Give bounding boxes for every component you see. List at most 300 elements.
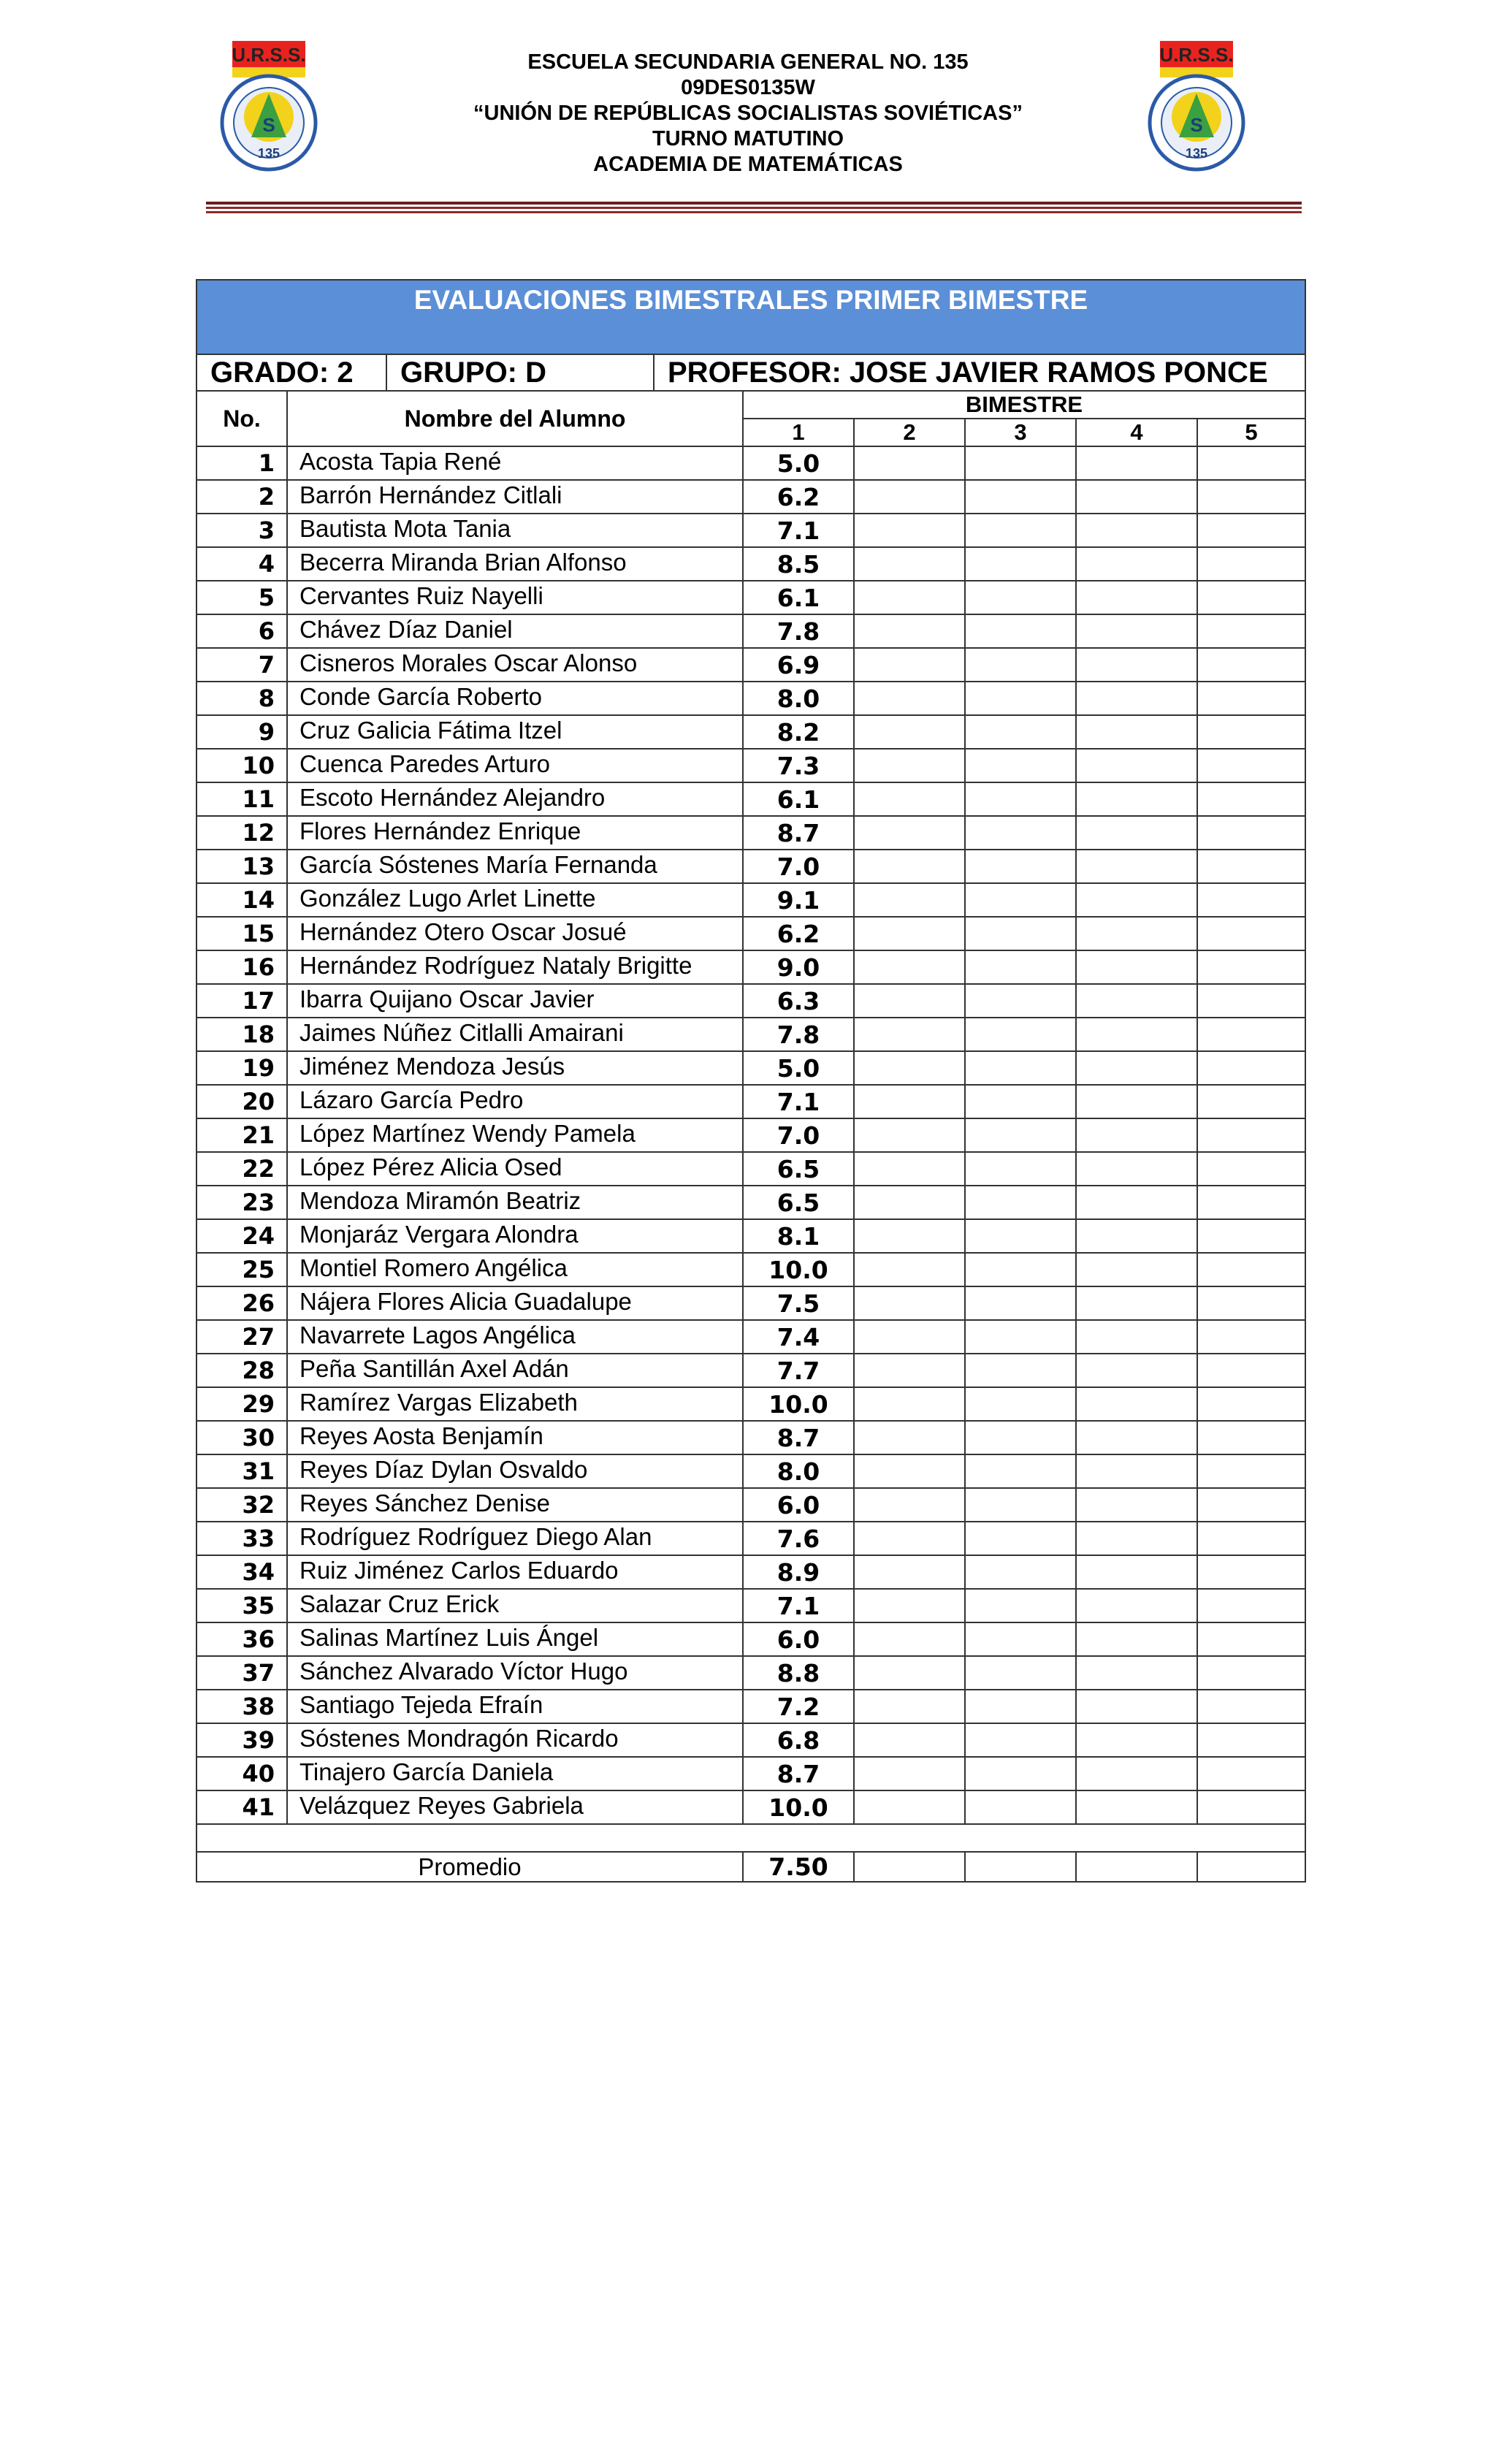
grade-bimestre-2 (854, 1186, 965, 1219)
grade-bimestre-1: 7.1 (743, 1085, 854, 1118)
grade-bimestre-3 (965, 1757, 1076, 1790)
grade-bimestre-2 (854, 1320, 965, 1354)
table-row (196, 1219, 1305, 1253)
grade-bimestre-2 (854, 917, 965, 950)
grade-bimestre-1: 8.2 (743, 715, 854, 749)
grade-bimestre-2 (854, 984, 965, 1018)
grade-bimestre-1: 7.7 (743, 1354, 854, 1387)
grade-bimestre-4 (1076, 1152, 1197, 1186)
grade-bimestre-1: 7.1 (743, 1589, 854, 1622)
grade-bimestre-4 (1076, 1622, 1197, 1656)
svg-text:S: S (1190, 114, 1203, 136)
student-number: 19 (196, 1051, 287, 1085)
grade-bimestre-2 (854, 1790, 965, 1824)
student-name: Cruz Galicia Fátima Itzel (287, 715, 743, 749)
grade-bimestre-1: 6.2 (743, 917, 854, 950)
grade-bimestre-5 (1197, 950, 1305, 984)
grade-bimestre-1: 8.8 (743, 1656, 854, 1690)
svg-text:U.R.S.S.: U.R.S.S. (1159, 44, 1234, 66)
grade-bimestre-2 (854, 1454, 965, 1488)
grade-bimestre-3 (965, 1656, 1076, 1690)
grade-bimestre-2 (854, 614, 965, 648)
grade-bimestre-3 (965, 1488, 1076, 1522)
table-row (196, 446, 1305, 480)
student-name: Cervantes Ruiz Nayelli (287, 581, 743, 614)
student-name: García Sóstenes María Fernanda (287, 850, 743, 883)
grade-bimestre-4 (1076, 850, 1197, 883)
bimestre-3-header: 3 (965, 419, 1076, 446)
grade-bimestre-2 (854, 1723, 965, 1757)
table-row (196, 1589, 1305, 1622)
student-name: Conde García Roberto (287, 682, 743, 715)
grade-bimestre-4 (1076, 1018, 1197, 1051)
column-header-no: No. (196, 391, 287, 446)
grade-bimestre-2 (854, 480, 965, 514)
grade-bimestre-2 (854, 581, 965, 614)
average-row (196, 1852, 1305, 1882)
student-number: 12 (196, 816, 287, 850)
student-number: 40 (196, 1757, 287, 1790)
grade-bimestre-1: 7.6 (743, 1522, 854, 1555)
grade-bimestre-1: 7.1 (743, 514, 854, 547)
student-name: Ibarra Quijano Oscar Javier (287, 984, 743, 1018)
table-row (196, 1387, 1305, 1421)
student-number: 15 (196, 917, 287, 950)
grade-bimestre-2 (854, 1051, 965, 1085)
school-shift: TURNO MATUTINO (652, 127, 844, 150)
grade-bimestre-2 (854, 749, 965, 782)
grade-bimestre-2 (854, 514, 965, 547)
grade-bimestre-1: 8.0 (743, 1454, 854, 1488)
grade-bimestre-5 (1197, 648, 1305, 682)
student-name: Ruiz Jiménez Carlos Eduardo (287, 1555, 743, 1589)
table-row (196, 917, 1305, 950)
grade-bimestre-4 (1076, 547, 1197, 581)
student-name: Cuenca Paredes Arturo (287, 749, 743, 782)
grade-bimestre-5 (1197, 614, 1305, 648)
grade-bimestre-1: 8.7 (743, 1421, 854, 1454)
table-row (196, 1790, 1305, 1824)
student-name: Ramírez Vargas Elizabeth (287, 1387, 743, 1421)
info-row (196, 354, 1305, 391)
grade-bimestre-3 (965, 1387, 1076, 1421)
student-name: Jaimes Núñez Citlalli Amairani (287, 1018, 743, 1051)
grade-bimestre-5 (1197, 1219, 1305, 1253)
student-number: 38 (196, 1690, 287, 1723)
grade-bimestre-4 (1076, 782, 1197, 816)
spacer-cell (196, 1824, 1305, 1852)
average-bimestre-5 (1197, 1852, 1305, 1882)
grade-bimestre-3 (965, 782, 1076, 816)
grade-bimestre-3 (965, 1253, 1076, 1286)
grade-bimestre-3 (965, 950, 1076, 984)
table-row (196, 1354, 1305, 1387)
spacer-row (196, 1824, 1305, 1852)
grade-bimestre-5 (1197, 1152, 1305, 1186)
grade-bimestre-2 (854, 1622, 965, 1656)
average-bimestre-4 (1076, 1852, 1197, 1882)
grade-bimestre-3 (965, 917, 1076, 950)
grade-bimestre-4 (1076, 1387, 1197, 1421)
grade-bimestre-5 (1197, 782, 1305, 816)
student-number: 32 (196, 1488, 287, 1522)
table-row (196, 682, 1305, 715)
table-row (196, 581, 1305, 614)
student-name: Hernández Rodríguez Nataly Brigitte (287, 950, 743, 984)
grade-bimestre-3 (965, 1018, 1076, 1051)
grade-bimestre-1: 7.3 (743, 749, 854, 782)
student-name: Jiménez Mendoza Jesús (287, 1051, 743, 1085)
grade-bimestre-2 (854, 446, 965, 480)
grade-bimestre-5 (1197, 682, 1305, 715)
grade-bimestre-1: 6.0 (743, 1622, 854, 1656)
grade-bimestre-5 (1197, 1589, 1305, 1622)
bimestre-5-header: 5 (1197, 419, 1305, 446)
student-name: Mendoza Miramón Beatriz (287, 1186, 743, 1219)
grade-bimestre-2 (854, 1421, 965, 1454)
student-name: Sóstenes Mondragón Ricardo (287, 1723, 743, 1757)
grade-bimestre-3 (965, 715, 1076, 749)
grade-bimestre-5 (1197, 581, 1305, 614)
grade-bimestre-3 (965, 1421, 1076, 1454)
student-number: 36 (196, 1622, 287, 1656)
student-number: 14 (196, 883, 287, 917)
table-row (196, 1723, 1305, 1757)
grade-bimestre-2 (854, 782, 965, 816)
grade-bimestre-4 (1076, 648, 1197, 682)
bimestre-1-header: 1 (743, 419, 854, 446)
grade-bimestre-2 (854, 883, 965, 917)
grade-bimestre-2 (854, 1555, 965, 1589)
grade-bimestre-4 (1076, 883, 1197, 917)
student-name: Barrón Hernández Citlali (287, 480, 743, 514)
student-name: Reyes Díaz Dylan Osvaldo (287, 1454, 743, 1488)
grade-bimestre-2 (854, 816, 965, 850)
student-number: 20 (196, 1085, 287, 1118)
grade-bimestre-3 (965, 1589, 1076, 1622)
grade-bimestre-1: 6.1 (743, 581, 854, 614)
student-number: 27 (196, 1320, 287, 1354)
student-number: 16 (196, 950, 287, 984)
grade-bimestre-2 (854, 1522, 965, 1555)
grade-bimestre-4 (1076, 1522, 1197, 1555)
average-label: Promedio (196, 1852, 743, 1882)
table-row (196, 547, 1305, 581)
student-number: 26 (196, 1286, 287, 1320)
grade-bimestre-1: 10.0 (743, 1253, 854, 1286)
average-bimestre-1: 7.50 (743, 1852, 854, 1882)
table-row (196, 1118, 1305, 1152)
student-name: Nájera Flores Alicia Guadalupe (287, 1286, 743, 1320)
grade-bimestre-2 (854, 1387, 965, 1421)
bimestre-2-header: 2 (854, 419, 965, 446)
student-number: 30 (196, 1421, 287, 1454)
student-number: 33 (196, 1522, 287, 1555)
grade-bimestre-5 (1197, 446, 1305, 480)
grade-bimestre-3 (965, 1186, 1076, 1219)
grade-bimestre-3 (965, 614, 1076, 648)
grade-bimestre-3 (965, 446, 1076, 480)
grade-bimestre-4 (1076, 514, 1197, 547)
grade-bimestre-5 (1197, 715, 1305, 749)
school-code: 09DES0135W (681, 76, 815, 99)
student-name: Cisneros Morales Oscar Alonso (287, 648, 743, 682)
grade-bimestre-3 (965, 514, 1076, 547)
grade-bimestre-1: 8.9 (743, 1555, 854, 1589)
student-name: Peña Santillán Axel Adán (287, 1354, 743, 1387)
grade-bimestre-2 (854, 682, 965, 715)
grade-bimestre-2 (854, 715, 965, 749)
table-row (196, 514, 1305, 547)
grade-bimestre-4 (1076, 1253, 1197, 1286)
average-bimestre-3 (965, 1852, 1076, 1882)
table-row (196, 883, 1305, 917)
grade-bimestre-4 (1076, 1723, 1197, 1757)
grade-bimestre-3 (965, 648, 1076, 682)
table-row (196, 850, 1305, 883)
student-number: 41 (196, 1790, 287, 1824)
grade-bimestre-2 (854, 1690, 965, 1723)
urss-logo-icon (218, 41, 320, 180)
student-number: 13 (196, 850, 287, 883)
table-row (196, 1656, 1305, 1690)
grade-bimestre-5 (1197, 1186, 1305, 1219)
grade-bimestre-5 (1197, 1085, 1305, 1118)
grade-bimestre-4 (1076, 950, 1197, 984)
grade-bimestre-5 (1197, 816, 1305, 850)
grade-bimestre-2 (854, 1354, 965, 1387)
table-row (196, 1622, 1305, 1656)
grade-bimestre-2 (854, 1118, 965, 1152)
student-name: Monjaráz Vergara Alondra (287, 1219, 743, 1253)
column-header-name: Nombre del Alumno (287, 391, 743, 446)
table-row (196, 1555, 1305, 1589)
student-number: 22 (196, 1152, 287, 1186)
grade-bimestre-1: 6.1 (743, 782, 854, 816)
grade-bimestre-2 (854, 1219, 965, 1253)
grade-bimestre-1: 6.8 (743, 1723, 854, 1757)
grade-bimestre-3 (965, 749, 1076, 782)
grade-bimestre-5 (1197, 1421, 1305, 1454)
grade-bimestre-3 (965, 480, 1076, 514)
grade-bimestre-3 (965, 850, 1076, 883)
grade-bimestre-3 (965, 883, 1076, 917)
student-name: Tinajero García Daniela (287, 1757, 743, 1790)
table-row (196, 648, 1305, 682)
student-name: Lázaro García Pedro (287, 1085, 743, 1118)
table-row (196, 1320, 1305, 1354)
grade-bimestre-5 (1197, 1051, 1305, 1085)
student-number: 23 (196, 1186, 287, 1219)
grade-bimestre-5 (1197, 1354, 1305, 1387)
grade-bimestre-4 (1076, 816, 1197, 850)
student-number: 4 (196, 547, 287, 581)
grade-bimestre-5 (1197, 1555, 1305, 1589)
grade-bimestre-5 (1197, 1790, 1305, 1824)
school-dedication: “UNIÓN DE REPÚBLICAS SOCIALISTAS SOVIÉTICAS” (473, 102, 1023, 125)
grade-bimestre-3 (965, 1051, 1076, 1085)
grade-bimestre-3 (965, 1286, 1076, 1320)
student-number: 18 (196, 1018, 287, 1051)
table-row (196, 614, 1305, 648)
bimestre-4-header: 4 (1076, 419, 1197, 446)
grade-bimestre-4 (1076, 749, 1197, 782)
grade-bimestre-2 (854, 1656, 965, 1690)
student-number: 6 (196, 614, 287, 648)
title-row (196, 280, 1305, 354)
grade-bimestre-4 (1076, 1286, 1197, 1320)
student-number: 3 (196, 514, 287, 547)
grade-bimestre-4 (1076, 1555, 1197, 1589)
grade-bimestre-4 (1076, 614, 1197, 648)
table-row (196, 1051, 1305, 1085)
grade-bimestre-4 (1076, 984, 1197, 1018)
grade-bimestre-1: 7.0 (743, 850, 854, 883)
table-row (196, 480, 1305, 514)
grade-bimestre-1: 6.5 (743, 1152, 854, 1186)
student-number: 25 (196, 1253, 287, 1286)
grade-bimestre-5 (1197, 1286, 1305, 1320)
grade-bimestre-5 (1197, 1488, 1305, 1522)
student-name: Reyes Aosta Benjamín (287, 1421, 743, 1454)
grade-bimestre-4 (1076, 446, 1197, 480)
table-row (196, 749, 1305, 782)
grade-bimestre-4 (1076, 1320, 1197, 1354)
student-number: 10 (196, 749, 287, 782)
student-name: Becerra Miranda Brian Alfonso (287, 547, 743, 581)
grade-bimestre-4 (1076, 1118, 1197, 1152)
student-name: Velázquez Reyes Gabriela (287, 1790, 743, 1824)
grade-bimestre-3 (965, 1622, 1076, 1656)
svg-text:135: 135 (1185, 146, 1208, 161)
grade-bimestre-4 (1076, 1421, 1197, 1454)
grade-bimestre-4 (1076, 917, 1197, 950)
grade-label: GRADO: 2 (196, 354, 386, 391)
teacher-label: PROFESOR: JOSE JAVIER RAMOS PONCE (654, 354, 1305, 391)
table-row (196, 1152, 1305, 1186)
grade-bimestre-5 (1197, 1522, 1305, 1555)
grade-bimestre-5 (1197, 883, 1305, 917)
average-bimestre-2 (854, 1852, 965, 1882)
student-name: Escoto Hernández Alejandro (287, 782, 743, 816)
grade-bimestre-2 (854, 1085, 965, 1118)
grade-bimestre-3 (965, 1723, 1076, 1757)
student-number: 17 (196, 984, 287, 1018)
grade-bimestre-5 (1197, 1320, 1305, 1354)
school-logo-left (218, 41, 320, 180)
student-name: Chávez Díaz Daniel (287, 614, 743, 648)
grade-bimestre-5 (1197, 1622, 1305, 1656)
grade-bimestre-1: 5.0 (743, 1051, 854, 1085)
grade-bimestre-3 (965, 816, 1076, 850)
grade-bimestre-4 (1076, 1454, 1197, 1488)
table-row (196, 1085, 1305, 1118)
grade-bimestre-4 (1076, 1085, 1197, 1118)
grade-bimestre-3 (965, 1690, 1076, 1723)
grade-bimestre-3 (965, 1522, 1076, 1555)
svg-text:S: S (262, 114, 275, 136)
grade-bimestre-1: 7.0 (743, 1118, 854, 1152)
table-row (196, 950, 1305, 984)
grade-bimestre-5 (1197, 1387, 1305, 1421)
student-number: 31 (196, 1454, 287, 1488)
student-number: 28 (196, 1354, 287, 1387)
student-number: 35 (196, 1589, 287, 1622)
student-name: Salinas Martínez Luis Ángel (287, 1622, 743, 1656)
table-row (196, 1454, 1305, 1488)
grade-bimestre-3 (965, 1085, 1076, 1118)
grade-bimestre-3 (965, 547, 1076, 581)
grade-bimestre-1: 8.7 (743, 816, 854, 850)
grade-bimestre-3 (965, 581, 1076, 614)
student-number: 11 (196, 782, 287, 816)
student-name: Hernández Otero Oscar Josué (287, 917, 743, 950)
grade-bimestre-4 (1076, 1186, 1197, 1219)
student-number: 24 (196, 1219, 287, 1253)
grade-bimestre-3 (965, 1454, 1076, 1488)
grade-bimestre-2 (854, 1488, 965, 1522)
svg-text:U.R.S.S.: U.R.S.S. (232, 44, 306, 66)
divider-line (206, 207, 1302, 209)
table-row (196, 715, 1305, 749)
document-header (0, 0, 1496, 219)
grade-bimestre-5 (1197, 850, 1305, 883)
table-row (196, 782, 1305, 816)
group-label: GRUPO: D (386, 354, 654, 391)
grade-bimestre-4 (1076, 1219, 1197, 1253)
grade-bimestre-5 (1197, 1118, 1305, 1152)
grade-bimestre-3 (965, 984, 1076, 1018)
grade-bimestre-4 (1076, 1656, 1197, 1690)
table-row (196, 1253, 1305, 1286)
grade-bimestre-1: 7.8 (743, 1018, 854, 1051)
table-row (196, 1421, 1305, 1454)
grade-bimestre-1: 7.4 (743, 1320, 854, 1354)
divider-line (206, 211, 1302, 213)
student-name: González Lugo Arlet Linette (287, 883, 743, 917)
grade-bimestre-1: 9.1 (743, 883, 854, 917)
grade-bimestre-1: 6.9 (743, 648, 854, 682)
grade-bimestre-1: 6.2 (743, 480, 854, 514)
grade-bimestre-4 (1076, 1757, 1197, 1790)
grade-bimestre-1: 8.7 (743, 1757, 854, 1790)
student-name: Salazar Cruz Erick (287, 1589, 743, 1622)
table-row (196, 1522, 1305, 1555)
grade-bimestre-1: 8.0 (743, 682, 854, 715)
student-number: 2 (196, 480, 287, 514)
grade-bimestre-1: 8.1 (743, 1219, 854, 1253)
grade-bimestre-3 (965, 1790, 1076, 1824)
student-number: 9 (196, 715, 287, 749)
grade-bimestre-2 (854, 1757, 965, 1790)
grade-bimestre-4 (1076, 1690, 1197, 1723)
grade-bimestre-3 (965, 1320, 1076, 1354)
grade-bimestre-5 (1197, 480, 1305, 514)
grade-bimestre-1: 6.0 (743, 1488, 854, 1522)
school-heading (409, 50, 1087, 178)
grade-bimestre-2 (854, 1589, 965, 1622)
grade-bimestre-4 (1076, 581, 1197, 614)
student-number: 29 (196, 1387, 287, 1421)
grades-table (196, 279, 1306, 1883)
table-row (196, 816, 1305, 850)
school-academy: ACADEMIA DE MATEMÁTICAS (593, 153, 903, 176)
table-row (196, 1186, 1305, 1219)
grade-bimestre-3 (965, 1219, 1076, 1253)
grade-bimestre-3 (965, 1555, 1076, 1589)
student-number: 8 (196, 682, 287, 715)
student-name: López Pérez Alicia Osed (287, 1152, 743, 1186)
